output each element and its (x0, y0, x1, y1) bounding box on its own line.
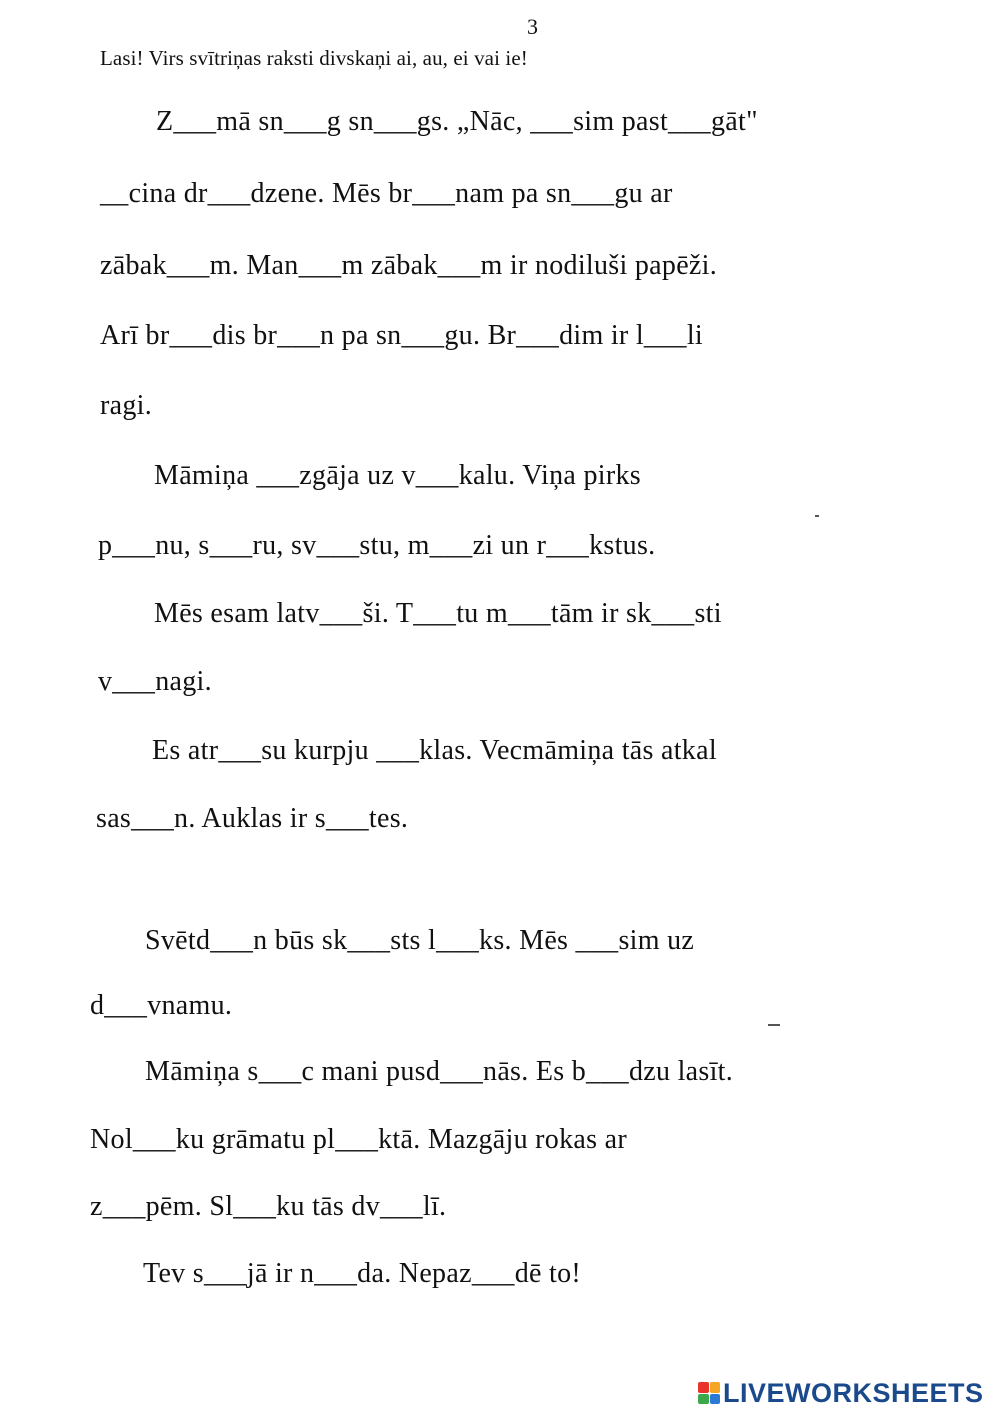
text-line: ragi. (100, 390, 153, 421)
text-line: Arī br___dis br___n pa sn___gu. Br___dim ir l___li (100, 320, 703, 351)
logo-square (698, 1382, 709, 1393)
instructions: Lasi! Virs svītriņas raksti divskaņi ai, au, ei vai ie! (100, 46, 528, 70)
text-line: Māmiņa s___c mani pusd___nās. Es b___dzu lasīt. (145, 1056, 734, 1087)
logo-square (710, 1382, 721, 1393)
logo-square (698, 1394, 709, 1405)
text-line: Es atr___su kurpju ___klas. Vecmāmiņa tās atkal (152, 735, 717, 766)
liveworksheets-logo-icon (698, 1382, 720, 1404)
text-line: Svētd___n būs sk___sts l___ks. Mēs ___sim uz (145, 925, 695, 956)
text-line: sas___n. Auklas ir s___tes. (96, 803, 409, 834)
text-line: z___pēm. Sl___ku tās dv___lī. (90, 1191, 447, 1222)
text-line: __cina dr___dzene. Mēs br___nam pa sn___gu ar (100, 178, 673, 209)
text-line: Mēs esam latv___ši. T___tu m___tām ir sk___sti (154, 598, 722, 629)
text-line: v___nagi. (98, 666, 212, 697)
text-line: p___nu, s___ru, sv___stu, m___zi un r___kstus. (98, 530, 656, 561)
liveworksheets-logo (698, 1378, 984, 1408)
text-line: zābak___m. Man___m zābak___m ir nodiluši papēži. (100, 250, 718, 281)
text-line: Z___mā sn___g sn___gs. „Nāc, ___sim past___gāt" (156, 106, 758, 137)
logo-text: LIVEWORKSHEETS (723, 1377, 984, 1408)
logo-square (710, 1394, 721, 1405)
text-line: d___vnamu. (90, 990, 233, 1021)
scan-mark (768, 1024, 780, 1026)
scan-mark (815, 515, 819, 517)
text-line: Tev s___jā ir n___da. Nepaz___dē to! (143, 1258, 582, 1289)
text-line: Māmiņa ___zgāja uz v___kalu. Viņa pirks (154, 460, 641, 491)
text-line: Nol___ku grāmatu pl___ktā. Mazgāju rokas ar (90, 1124, 627, 1155)
page-number: 3 (527, 14, 538, 39)
